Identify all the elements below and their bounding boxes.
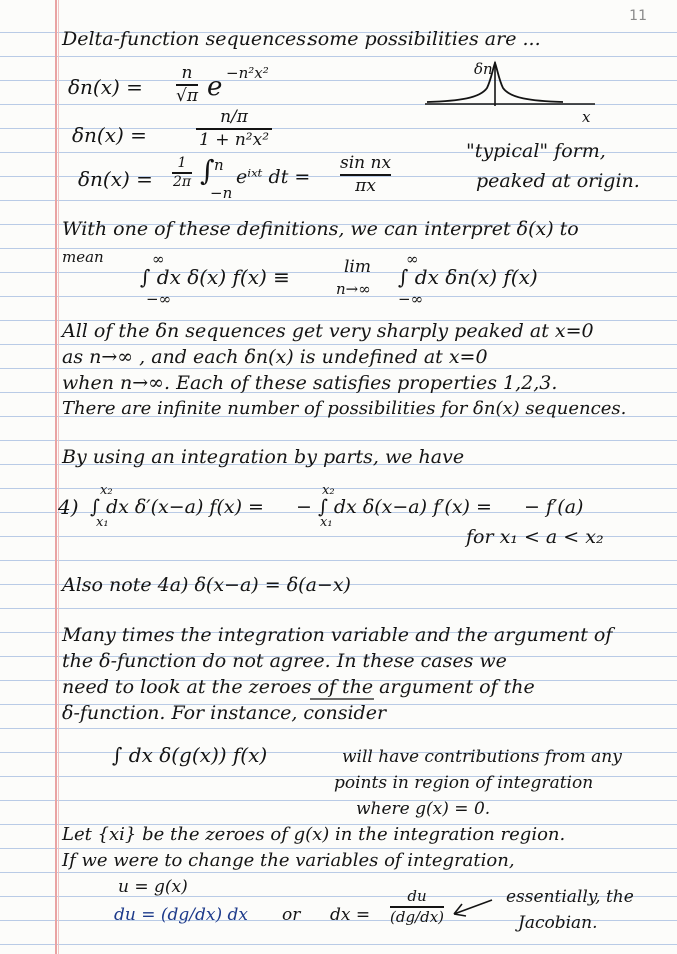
eq4-right: − f′(a) [524, 496, 584, 518]
heading: Delta-function sequences: [62, 28, 313, 50]
def1-exp-sup: −n²x² [226, 64, 269, 82]
subst-du: du = (dg/dx) dx [114, 905, 248, 925]
para1-eq-right-upper: ∞ [406, 250, 419, 268]
jacobian-2: Jacobian. [518, 913, 598, 933]
jacobian-arrow [448, 896, 498, 920]
para1-eq-lower: −∞ [146, 290, 172, 308]
para1-lim-sub: n→∞ [336, 280, 371, 298]
def3-coef-num: 1 [177, 155, 187, 171]
subst-dx-lhs: dx = [330, 905, 371, 925]
def3-body: eⁱˣᵗ dt = [236, 166, 311, 188]
eq4-label: 4) [58, 495, 79, 519]
figure-ylabel: δn [474, 60, 493, 78]
eq4-mid-upper: x₂ [322, 483, 335, 498]
jacobian-1: essentially, the [506, 887, 634, 907]
subst-or: or [282, 905, 301, 925]
figure-caption-1: "typical" form, [466, 140, 606, 162]
eq4-mid-lower: x₁ [320, 515, 333, 530]
eq4-upper: x₂ [100, 483, 113, 498]
also-note: Also note 4a) δ(x−a) = δ(a−x) [62, 574, 351, 596]
margin-line [55, 0, 57, 954]
def3-rhs-den: πx [355, 175, 376, 196]
para4-line4: δ-function. For instance, consider [62, 702, 387, 724]
para3-line1: By using an integration by parts, we have [62, 446, 465, 468]
def3-rhs-num: sin nx [340, 153, 392, 173]
def3-rhs [340, 154, 391, 196]
para4-line1: Many times the integration variable and the argument of [62, 624, 613, 646]
figure-caption-2: peaked at origin. [476, 170, 640, 192]
para1-eq-left: ∫ dx δ(x) f(x) ≡ [140, 265, 290, 289]
def3-coef-den: 2π [172, 173, 192, 190]
para4-line2: the δ-function do not agree. In these cases we [62, 650, 507, 672]
zeroes-underline [310, 697, 380, 701]
def3-integral: ∫ [200, 154, 215, 187]
peak-sketch [425, 58, 605, 128]
para1-eq-right: ∫ dx δn(x) f(x) [398, 265, 538, 289]
para1-eq-right-lower: −∞ [398, 290, 424, 308]
subst-dx-den: (dg/dx) [390, 907, 445, 926]
consider-note-2: points in region of integration [334, 773, 594, 793]
para4-line3: need to look at the zeroes of the argument of the [62, 676, 535, 698]
eq4-lower: x₁ [96, 515, 109, 530]
para1-line2: mean [62, 248, 104, 266]
para2-line1: All of the δn sequences get very sharply peaked at x=0 [62, 320, 594, 342]
eq4-mid: − ∫ dx δ(x−a) f′(x) = [296, 496, 492, 518]
def1-coef-den: √π [176, 85, 199, 106]
figure-xlabel: x [582, 108, 591, 126]
para2-line2: as n→∞ , and each δn(x) is undefined at x=0 [62, 346, 488, 368]
def3-upper: n [214, 156, 224, 174]
consider-eq: ∫ dx δ(g(x)) f(x) [112, 743, 268, 767]
def2-den: 1 + n²x² [198, 129, 270, 150]
para1-line1: With one of these definitions, we can interpret δ(x) to [62, 218, 579, 240]
def2-num: n/π [220, 107, 248, 127]
eq4-condition: for x₁ < a < x₂ [466, 526, 604, 548]
subst-dx-frac [390, 888, 444, 926]
def1-coef-num: n [181, 63, 193, 83]
consider-note-1: will have contributions from any [342, 747, 622, 767]
def2-lhs: δn(x) = [72, 123, 147, 147]
def3-lhs: δn(x) = [78, 167, 153, 191]
para5-line2: If we were to change the variables of integration, [62, 850, 515, 871]
def1-coef [176, 64, 198, 106]
para2-line4: There are infinite number of possibilities for δn(x) sequences. [62, 398, 627, 419]
page-number: 11 [629, 8, 647, 24]
eq4-left: ∫ dx δ′(x−a) f(x) = [90, 496, 264, 518]
def1-exp-base: e [207, 72, 223, 102]
heading-tail: some possibilities are ... [308, 28, 541, 50]
def1-lhs: δn(x) = [68, 75, 143, 99]
def2-frac [196, 108, 272, 150]
para1-lim: lim [344, 257, 371, 277]
subst-dx-num: du [407, 887, 427, 905]
def3-lower: −n [210, 184, 233, 202]
para2-line3: when n→∞. Each of these satisfies properties 1,2,3. [62, 372, 558, 394]
margin-line-secondary [58, 0, 59, 954]
subst-u: u = g(x) [118, 877, 188, 897]
para1-eq-upper: ∞ [152, 250, 165, 268]
def3-coef [172, 156, 192, 190]
para5-line1: Let {xi} be the zeroes of g(x) in the integration region. [62, 824, 566, 845]
consider-note-3: where g(x) = 0. [356, 799, 491, 819]
